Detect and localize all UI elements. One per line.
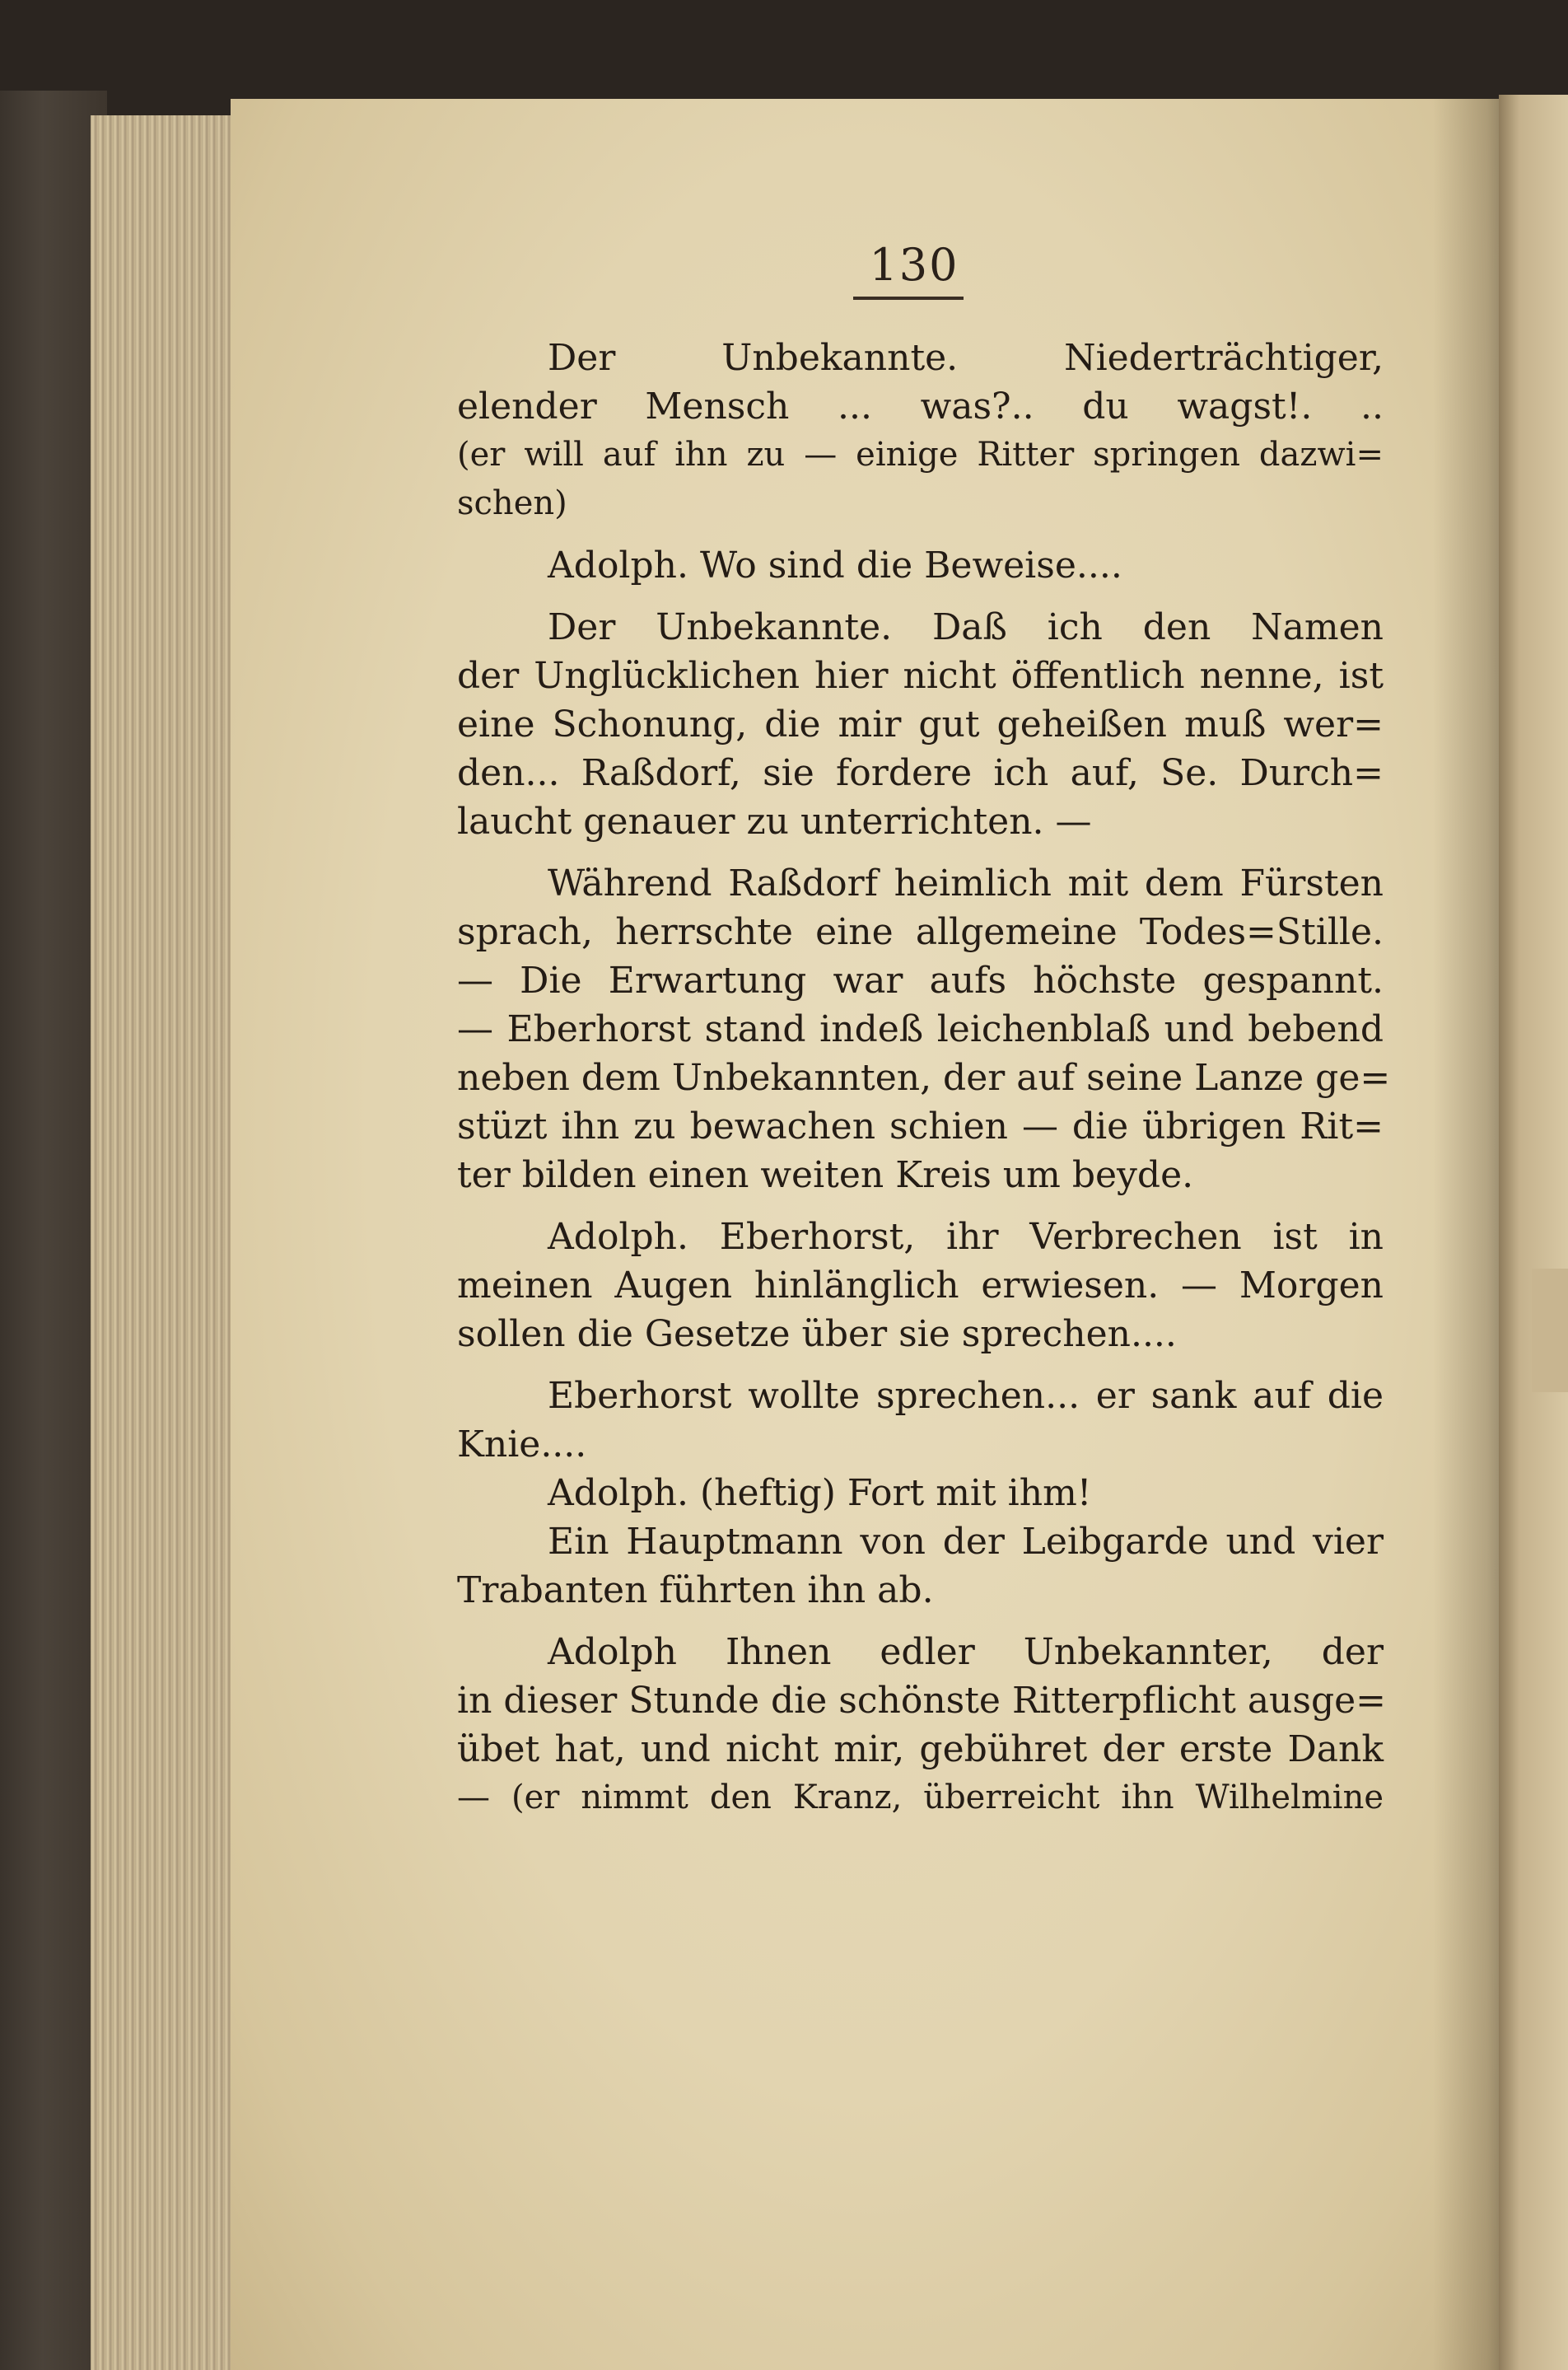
text-line: Knie.... [457, 1423, 587, 1465]
page-number-rule [853, 297, 964, 300]
text-line: Trabanten führten ihn ab. [457, 1569, 934, 1611]
text-line: sprach, herrschte eine allgemeine Todes=Stille. [457, 911, 1384, 953]
text-line: in dieser Stunde die schönste Ritterpflicht ausge= [457, 1680, 1387, 1722]
paragraph-gap [457, 1615, 1384, 1628]
text-line: (er will auf ihn zu — einige Ritter springen dazwi= [457, 436, 1384, 474]
text-line: stüzt ihn zu bewachen schien — die übrigen Rit= [457, 1106, 1384, 1148]
text-line: Während Raßdorf heimlich mit dem Fürsten [548, 862, 1384, 905]
text-line: — (er nimmt den Kranz, überreicht ihn Wilhelmine [457, 1779, 1384, 1816]
text-line: — Eberhorst stand indeß leichenblaß und bebend [457, 1008, 1384, 1050]
facing-page-fragment [1532, 1269, 1568, 1392]
text-line: neben dem Unbekannten, der auf seine Lanze ge= [457, 1057, 1391, 1099]
text-line: sollen die Gesetze über sie sprechen.... [457, 1313, 1177, 1355]
page-number: 130 [869, 239, 959, 291]
text-line: Der Unbekannte. Daß ich den Namen [548, 606, 1384, 648]
text-line: meinen Augen hinlänglich erwiesen. — Morgen [457, 1264, 1384, 1307]
text-line: Der Unbekannte. Niederträchtiger, [548, 337, 1384, 379]
text-line: Eberhorst wollte sprechen... er sank auf die [548, 1375, 1384, 1417]
text-line: Adolph. Eberhorst, ihr Verbrechen ist in [548, 1216, 1384, 1258]
text-line: der Unglücklichen hier nicht öffentlich nenne, ist [457, 655, 1384, 697]
paragraph-gap [457, 1199, 1384, 1213]
text-line: Adolph Ihnen edler Unbekannter, der [548, 1631, 1384, 1673]
paragraph-gap [457, 846, 1384, 859]
paragraph-gap [457, 590, 1384, 603]
text-line: Ein Hauptmann von der Leibgarde und vier [548, 1521, 1384, 1563]
text-line: übet hat, und nicht mir, gebühret der erste Dank [457, 1728, 1384, 1770]
facing-page-edge [1499, 95, 1568, 2370]
text-line: eine Schonung, die mir gut geheißen muß wer= [457, 704, 1384, 746]
page-edges [91, 115, 247, 2370]
paragraph-gap [457, 528, 1384, 541]
text-line: den... Raßdorf, sie fordere ich auf, Se. Durch= [457, 752, 1384, 794]
text-line: elender Mensch ... was?.. du wagst!. .. [457, 386, 1384, 428]
text-line: ter bilden einen weiten Kreis um beyde. [457, 1154, 1194, 1196]
text-line: schen) [457, 484, 567, 522]
text-line: Adolph. Wo sind die Beweise.... [548, 545, 1122, 587]
body-text [457, 334, 1391, 1822]
text-line: — Die Erwartung war aufs höchste gespannt. [457, 960, 1384, 1002]
text-line: laucht genauer zu unterrichten. — [457, 801, 1092, 843]
text-line: Adolph. (heftig) Fort mit ihm! [548, 1472, 1092, 1514]
paragraph-gap [457, 1358, 1384, 1372]
